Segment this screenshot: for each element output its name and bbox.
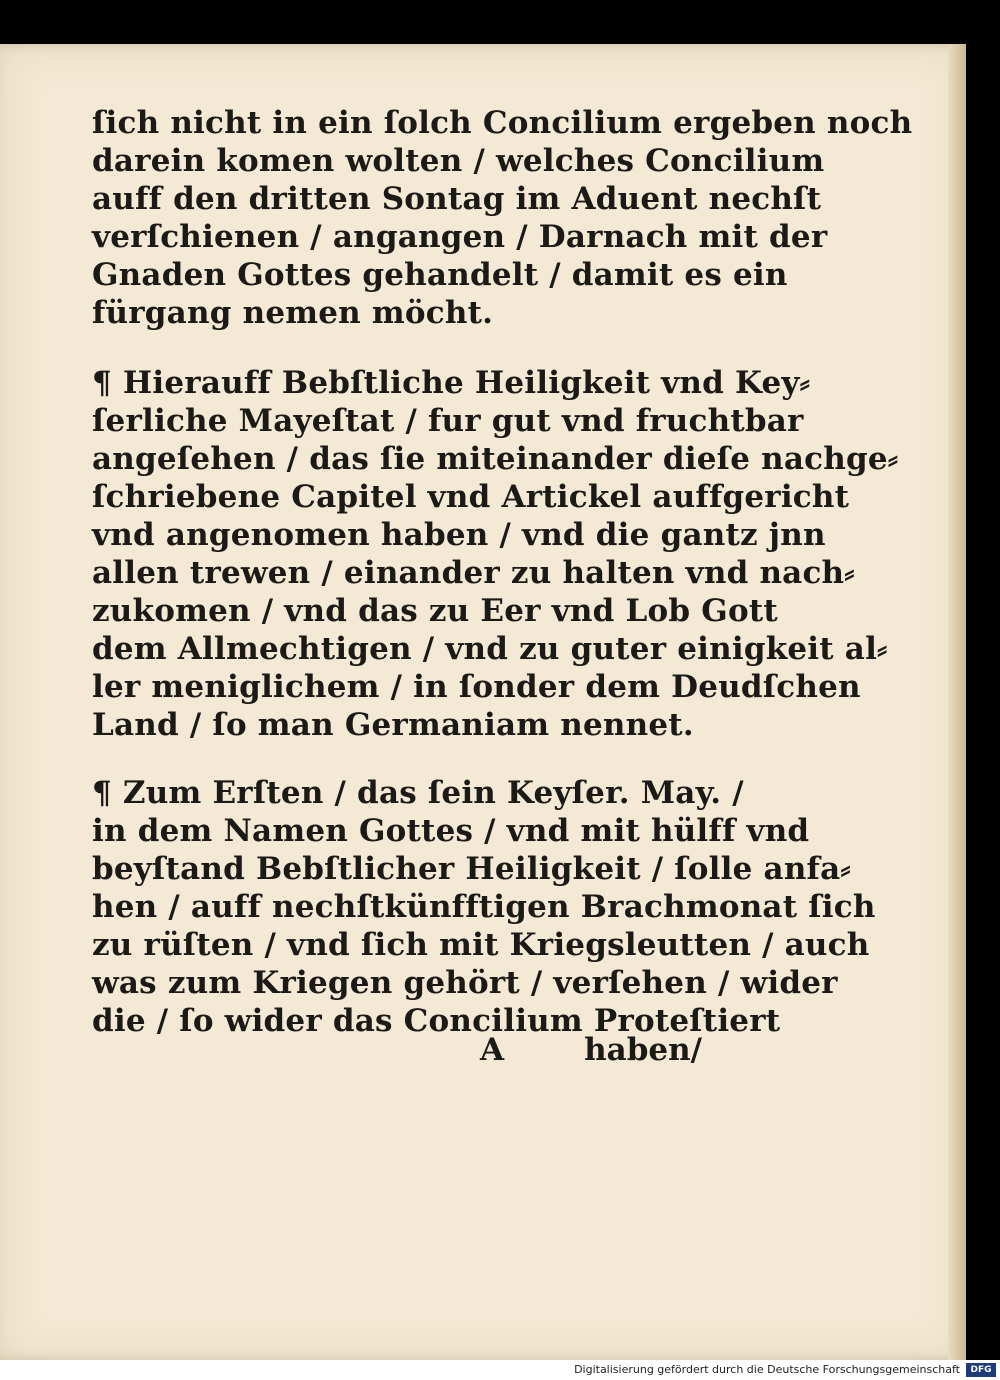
text-line: zukomen / vnd das zu Eer vnd Lob Gott	[92, 593, 778, 629]
text-line: die / ſo wider das Concilium Proteſtiert	[92, 1003, 781, 1039]
paragraph-3	[92, 774, 876, 1040]
dfg-logo-icon: DFG	[966, 1363, 996, 1377]
text-line: ſchriebene Capitel vnd Artickel auffgericht	[92, 479, 850, 515]
text-line: zu rüſten / vnd ſich mit Kriegsleutten / auch	[92, 927, 870, 963]
page-edge	[948, 44, 966, 1360]
text-line: angeſehen / das ſie miteinander dieſe nachge⸗	[92, 441, 899, 477]
text-line: auff den dritten Sontag im Aduent nechſt	[92, 181, 822, 217]
page-foot	[92, 1032, 722, 1072]
signature-mark: A	[480, 1032, 505, 1068]
text-line: Gnaden Gottes gehandelt / damit es ein	[92, 257, 788, 293]
text-line: ſich nicht in ein ſolch Concilium ergeben noch	[92, 105, 913, 141]
text-line: vnd angenomen haben / vnd die gantz jnn	[92, 517, 826, 553]
paragraph-1	[92, 104, 913, 332]
digitization-footer	[0, 1360, 1000, 1380]
paragraph-2	[92, 364, 899, 744]
text-line: hen / auff nechſtkünfftigen Brachmonat ſich	[92, 889, 876, 925]
text-line: darein komen wolten / welches Concilium	[92, 143, 825, 179]
text-line: allen trewen / einander zu halten vnd nach⸗	[92, 555, 855, 591]
text-line: ¶ Zum Erſten / das ſein Keyſer. May. /	[92, 775, 744, 811]
text-line: dem Allmechtigen / vnd zu guter einigkeit al⸗	[92, 631, 888, 667]
text-line: ſerliche Mayeſtat / fur gut vnd fruchtbar	[92, 403, 804, 439]
text-line: ler meniglichem / in ſonder dem Deudſchen	[92, 669, 861, 705]
text-line: ¶ Hierauff Bebſtliche Heiligkeit vnd Key⸗	[92, 365, 811, 401]
text-line: beyſtand Bebſtlicher Heiligkeit / ſolle anfa⸗	[92, 851, 851, 887]
text-line: verſchienen / angangen / Darnach mit der	[92, 219, 828, 255]
text-line: fürgang nemen möcht.	[92, 295, 494, 331]
text-line: in dem Namen Gottes / vnd mit hülff vnd	[92, 813, 810, 849]
text-line: was zum Kriegen gehört / verſehen / wider	[92, 965, 838, 1001]
funding-credit: Digitalisierung gefördert durch die Deutsche Forschungsgemeinschaft	[574, 1363, 960, 1376]
catchword: haben/	[584, 1032, 702, 1068]
text-line: Land / ſo man Germaniam nennet.	[92, 707, 694, 743]
